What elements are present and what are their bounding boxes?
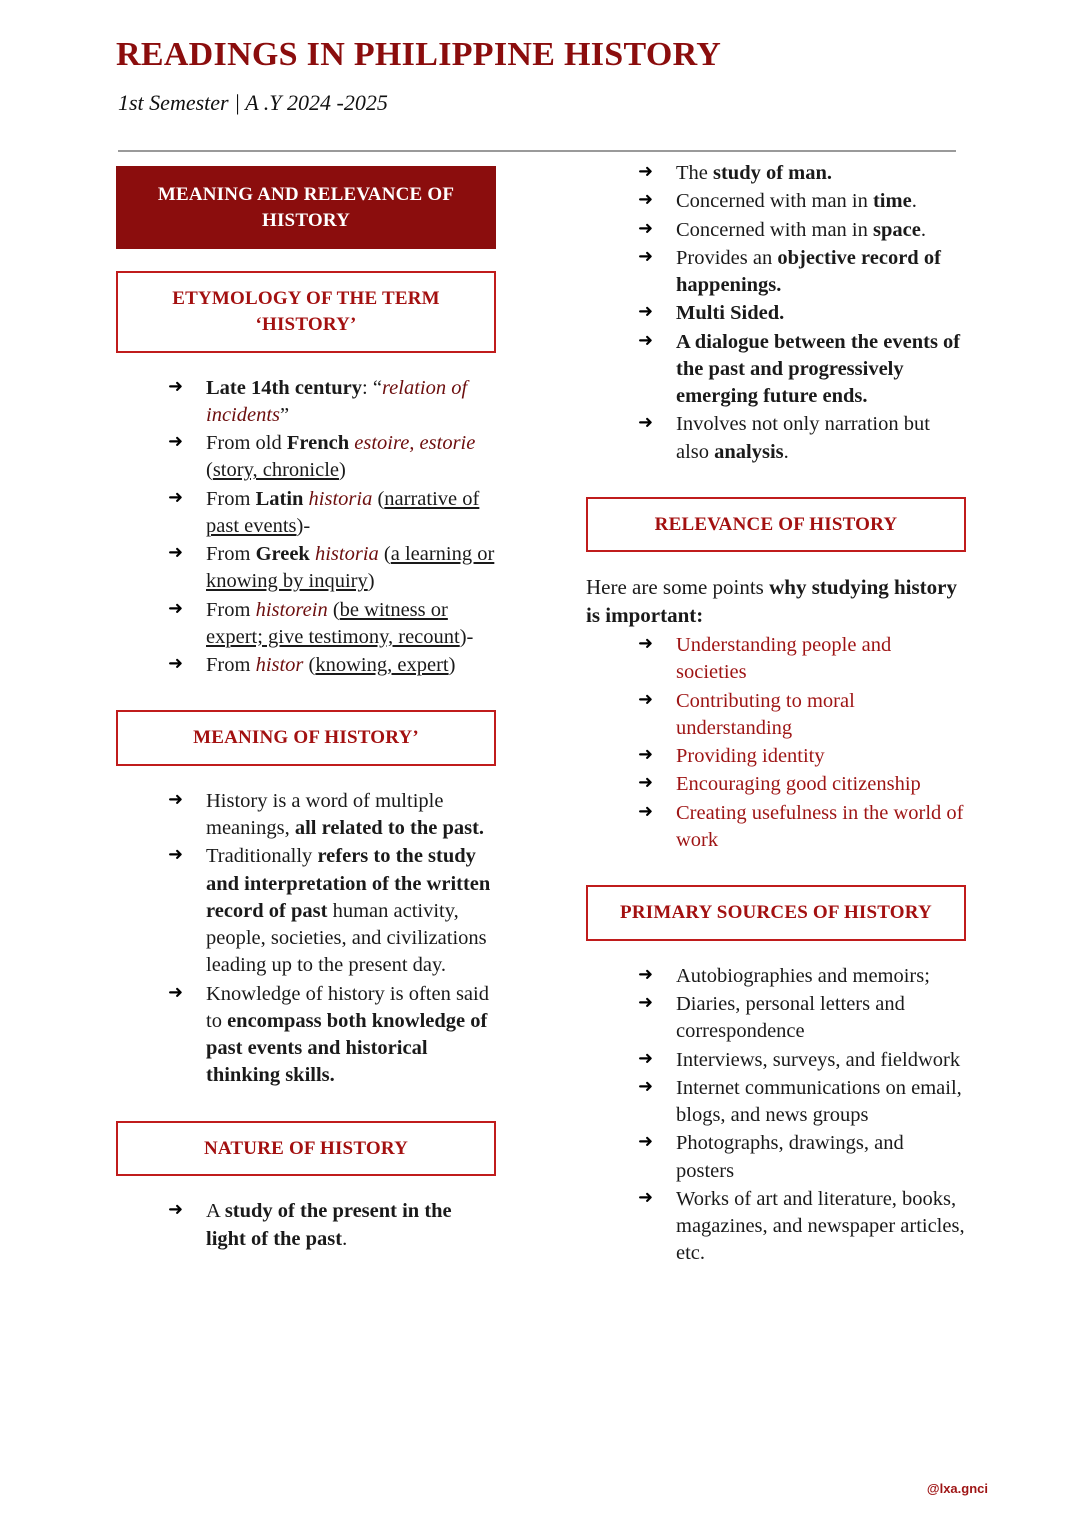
left-column bbox=[116, 166, 496, 1254]
list-item: ➜ Contributing to moral understanding bbox=[638, 688, 966, 743]
list-item: ➜ From Greek historia (a learning or knowing by inquiry) bbox=[168, 541, 496, 596]
list-item: ➜ Internet communications on email, blogs, and news groups bbox=[638, 1075, 966, 1130]
nature-of-history-list bbox=[116, 1198, 496, 1253]
list-item: ➜ Concerned with man in time. bbox=[638, 188, 966, 215]
list-item: ➜ Understanding people and societies bbox=[638, 632, 966, 687]
etymology-list bbox=[116, 375, 496, 680]
list-item: ➜ History is a word of multiple meanings, all related to the past. bbox=[168, 788, 496, 843]
list-item: ➜ A study of the present in the light of the past. bbox=[168, 1198, 496, 1253]
section-banner-meaning-of-history: MEANING OF HISTORY’ bbox=[116, 710, 496, 766]
list-item: ➜ From old French estoire, estorie (story, chronicle) bbox=[168, 430, 496, 485]
page-subtitle: 1st Semester | A .Y 2024 -2025 bbox=[118, 90, 388, 115]
list-item: ➜ From historein (be witness or expert; give testimony, recount)- bbox=[168, 597, 496, 652]
page-title: READINGS IN PHILIPPINE HISTORY bbox=[116, 36, 722, 73]
list-item: ➜ Provides an objective record of happenings. bbox=[638, 245, 966, 300]
list-item: ➜ Works of art and literature, books, magazines, and newspaper articles, etc. bbox=[638, 1186, 966, 1268]
list-item: ➜ Late 14th century: “relation of incidents” bbox=[168, 375, 496, 430]
list-item: ➜ Encouraging good citizenship bbox=[638, 771, 966, 798]
author-handle: @lxa.gnci bbox=[926, 1481, 988, 1496]
list-item: ➜ Photographs, drawings, and posters bbox=[638, 1130, 966, 1185]
list-item: ➜ Traditionally refers to the study and interpretation of the written record of past human activity, people, societies, and civilizations leading up to the present day. bbox=[168, 843, 496, 979]
meaning-of-history-list bbox=[116, 788, 496, 1090]
list-item: ➜ The study of man. bbox=[638, 160, 966, 187]
list-item: ➜ Concerned with man in space. bbox=[638, 217, 966, 244]
list-item: ➜ From Latin historia (narrative of past events)- bbox=[168, 486, 496, 541]
section-banner-relevance-of-history: RELEVANCE OF HISTORY bbox=[586, 497, 966, 553]
list-item: ➜ Knowledge of history is often said to encompass both knowledge of past events and historical thinking skills. bbox=[168, 981, 496, 1090]
list-item: ➜ From histor (knowing, expert) bbox=[168, 652, 496, 679]
section-banner-etymology: ETYMOLOGY OF THE TERM ‘HISTORY’ bbox=[116, 271, 496, 352]
primary-sources-list bbox=[586, 963, 966, 1268]
relevance-intro-text: Here are some points why studying history is important: bbox=[586, 575, 957, 628]
list-item: ➜ Providing identity bbox=[638, 743, 966, 770]
list-item: ➜ Multi Sided. bbox=[638, 300, 966, 327]
right-column bbox=[586, 160, 966, 1269]
list-item: ➜ A dialogue between the events of the past and progressively emerging future ends. bbox=[638, 329, 966, 411]
header-divider bbox=[118, 150, 956, 152]
section-banner-meaning-relevance: MEANING AND RELEVANCE OF HISTORY bbox=[116, 166, 496, 249]
list-item: ➜ Interviews, surveys, and fieldwork bbox=[638, 1047, 966, 1074]
section-banner-primary-sources: PRIMARY SOURCES OF HISTORY bbox=[586, 885, 966, 941]
section-banner-nature-of-history: NATURE OF HISTORY bbox=[116, 1121, 496, 1177]
list-item: ➜ Involves not only narration but also analysis. bbox=[638, 411, 966, 466]
relevance-list bbox=[586, 632, 966, 854]
list-item: ➜ Diaries, personal letters and correspondence bbox=[638, 991, 966, 1046]
list-item: ➜ Creating usefulness in the world of work bbox=[638, 800, 966, 855]
nature-of-history-continued-list bbox=[586, 160, 966, 466]
list-item: ➜ Autobiographies and memoirs; bbox=[638, 963, 966, 990]
